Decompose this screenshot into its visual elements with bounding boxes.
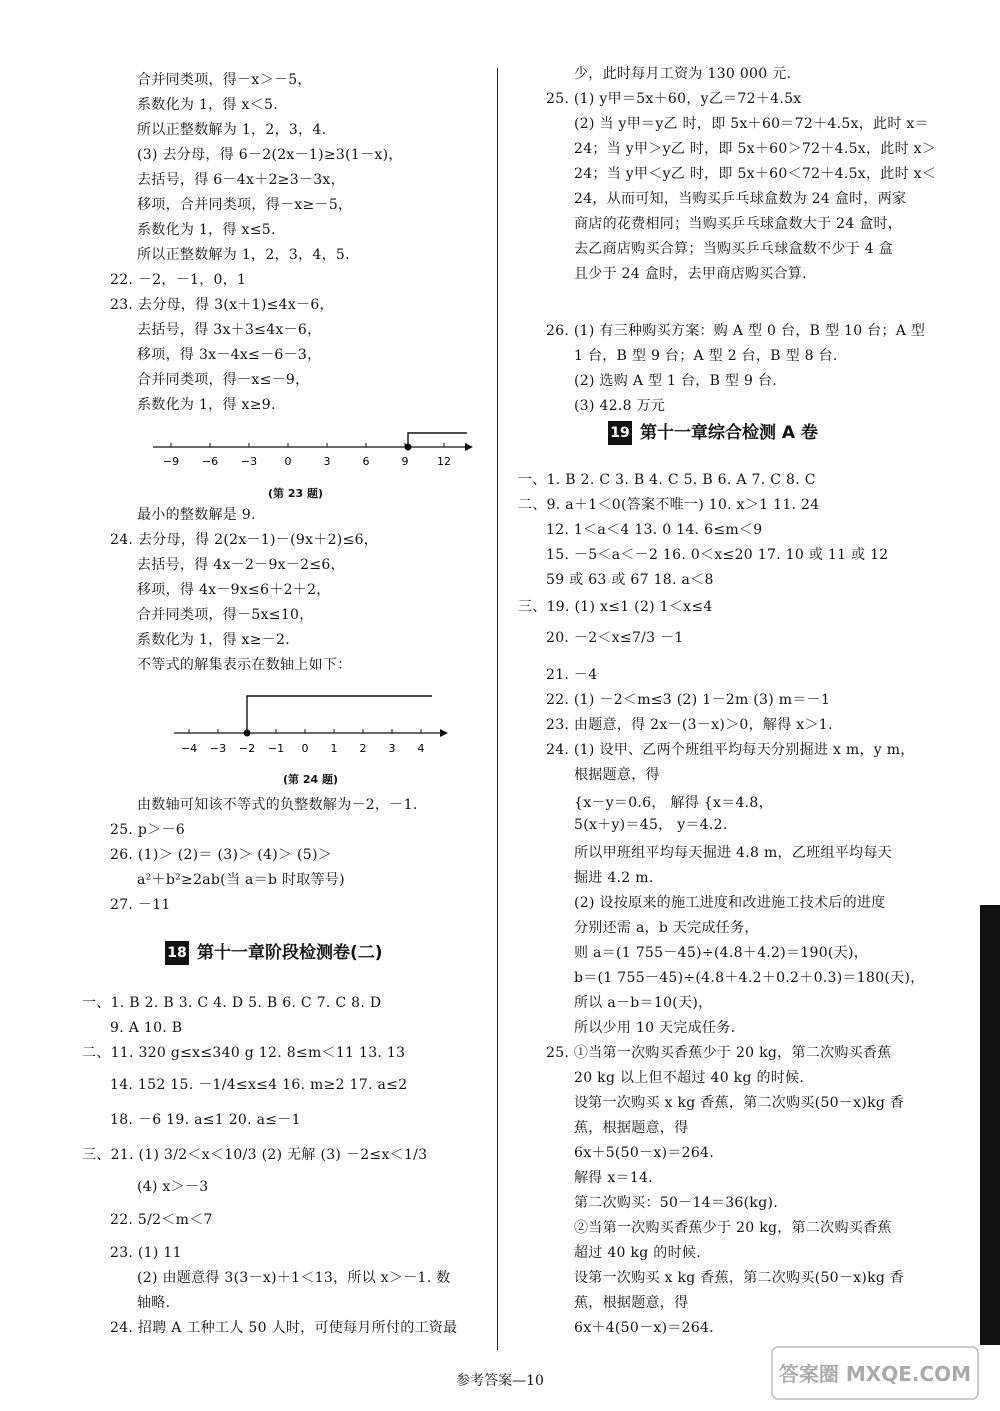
text-line: 合并同类项，得－x＞－5， (137, 72, 312, 88)
answer-line: 分别还需 a，b 天完成任务， (574, 920, 759, 936)
answer-23: 23. 去分母，得 3(x＋1)≤4x－6， (110, 297, 334, 313)
text-line: (2) 当 y甲＝y乙 时，即 5x＋60＝72＋4.5x，此时 x＝ (574, 116, 929, 132)
number-line-23 (145, 425, 475, 473)
answer-25: 25. (1) y甲＝5x＋60，y乙＝72＋4.5x (546, 91, 802, 107)
answer-line: 59 或 63 或 67 18. a＜8 (546, 572, 714, 588)
answer-line: 轴略. (137, 1295, 171, 1311)
answer-line: ②当第一次购买香蕉少于 20 kg，第二次购买香蕉 (574, 1220, 892, 1236)
answer-line: b＝(1 755－45)÷(4.8＋4.2＋0.2＋0.3)＝180(天)， (574, 970, 925, 986)
text-line: 商店的花费相同；当购买乒乓球盒数大于 24 盒时， (574, 216, 903, 232)
section-title-18 (165, 940, 383, 966)
answer-line: (2) 设按原来的施工进度和改进施工技术后的进度 (574, 895, 886, 911)
text-line: (2) 选购 A 型 1 台，B 型 9 台. (574, 373, 777, 389)
answer-line: 所以 a－b＝10(天)， (574, 995, 713, 1011)
text-line: 移项，得 4x－9x≤6＋2＋2， (137, 582, 331, 598)
answer-27: 27. －11 (110, 897, 171, 913)
answer-line: (2) 由题意得 3(3－x)＋1＜13，所以 x＞－1. 数 (137, 1270, 451, 1286)
answer-line: 超过 40 kg 的时候. (574, 1245, 701, 1261)
answer-line: 18. －6 19. a≤1 20. a≤－1 (110, 1112, 301, 1128)
tick-label: 6 (362, 455, 370, 468)
answer-line: 所以甲班组平均每天掘进 4.8 m，乙班组平均每天 (574, 845, 892, 861)
figure-caption-23: (第 23 题) (268, 487, 324, 500)
section-heading: 第十一章综合检测 A 卷 (640, 423, 818, 443)
text-line: (3) 去分母，得 6－2(2x－1)≥3(1－x)， (137, 147, 403, 163)
answer-line: 6x＋4(50－x)＝264. (574, 1320, 715, 1336)
tick-label: 12 (437, 455, 451, 468)
text-line: a²＋b²≥2ab(当 a＝b 时取等号) (137, 872, 345, 888)
tick-label: −1 (267, 742, 285, 755)
text-line: 系数化为 1，得 x≥9. (137, 397, 276, 413)
text-line: 合并同类项，得－x≤－9， (137, 372, 310, 388)
side-tab-marker (980, 905, 1000, 1345)
answer-line: 25. ①当第一次购买香蕉少于 20 kg，第二次购买香蕉 (546, 1045, 892, 1061)
answer-line: 二、9. a＋1＜0(答案不唯一) 10. x＞1 11. 24 (518, 497, 820, 513)
section-title-19 (608, 420, 818, 446)
answer-22: 22. －2，－1，0，1 (110, 272, 247, 288)
section-badge: 19 (608, 421, 632, 445)
answer-line: 掘进 4.2 m. (574, 870, 654, 886)
answer-line: 解得 x＝14. (574, 1170, 654, 1186)
answer-line: 设第一次购买 x kg 香蕉，第二次购买(50－x)kg 香 (574, 1095, 905, 1111)
text-line: 系数化为 1，得 x≥－2. (137, 632, 290, 648)
tick-label: 2 (359, 742, 367, 755)
tick-label: 4 (417, 742, 425, 755)
text-line: 合并同类项，得－5x≤10， (137, 607, 314, 623)
text-line: 最小的整数解是 9. (137, 507, 256, 523)
text-line: 去括号，得 4x－2－9x－2≤6， (137, 557, 345, 573)
text-line: 24，从而可知，当购买乒乓球盒数为 24 盒时，两家 (574, 191, 907, 207)
answer-line: 则 a＝(1 755－45)÷(4.8＋4.2)＝190(天)， (574, 945, 869, 961)
answer-line: 21. －4 (546, 667, 598, 683)
answer-line: 12. 1＜a＜4 13. 0 14. 6≤m＜9 (546, 522, 763, 538)
tick-label: −3 (240, 455, 258, 468)
answer-line: 22. (1) －2＜m≤3 (2) 1－2m (3) m＝－1 (546, 692, 831, 708)
tick-label: 0 (284, 455, 292, 468)
section-heading: 第十一章阶段检测卷(二) (197, 943, 383, 963)
answer-line: 9. A 10. B (110, 1020, 183, 1036)
figure-caption-24: (第 24 题) (283, 773, 339, 786)
tick-label: 1 (330, 742, 338, 755)
answer-line: 蕉，根据题意，得 (574, 1120, 689, 1136)
answer-26: 26. (1)＞ (2)＝ (3)＞ (4)＞ (5)＞ (110, 847, 333, 863)
answer-line: 24. 招聘 A 工种工人 50 人时，可使每月所付的工资最 (110, 1320, 458, 1336)
column-divider (497, 68, 498, 1350)
answer-line: 二、11. 320 g≤x≤340 g 12. 8≤m＜11 13. 13 (82, 1045, 406, 1061)
text-line: 去乙商店购买合算；当购买乒乓球盒数不少于 4 盒 (574, 241, 894, 257)
answer-line: 20. －2＜x≤7/3 －1 (546, 630, 684, 646)
text-line: 且少于 24 盒时，去甲商店购买合算. (574, 266, 807, 282)
answer-line: 24. (1) 设甲、乙两个班组平均每天分别掘进 x m，y m， (546, 742, 915, 758)
equation-system: 5(x＋y)＝45， y＝4.2. (574, 817, 728, 833)
text-line: 由数轴可知该不等式的负整数解为－2，－1. (137, 797, 418, 813)
answer-line: 23. (1) 11 (110, 1245, 182, 1261)
answer-line: 蕉，根据题意，得 (574, 1295, 689, 1311)
answer-line: 14. 152 15. －1/4≤x≤4 16. m≥2 17. a≤2 (110, 1077, 408, 1093)
text-line: 移项，得 3x－4x≤－6－3， (137, 347, 322, 363)
answer-line: 所以少用 10 天完成任务. (574, 1020, 736, 1036)
answer-line: 15. －5＜a＜－2 16. 0＜x≤20 17. 10 或 11 或 12 (546, 547, 889, 563)
tick-label: 0 (301, 742, 309, 755)
tick-label: −9 (162, 455, 180, 468)
answer-line: 6x＋5(50－x)＝264. (574, 1145, 715, 1161)
text-line: 不等式的解集表示在数轴上如下： (137, 657, 352, 673)
tick-label: −4 (180, 742, 198, 755)
tick-label: −3 (209, 742, 227, 755)
answer-26: 26. (1) 有三种购买方案：购 A 型 0 台，B 型 10 台；A 型 (546, 323, 926, 339)
text-line: 24；当 y甲＜y乙 时，即 5x＋60＜72＋4.5x，此时 x＜ (574, 166, 937, 182)
svg-text:答案圈 MXQE.COM: 答案圈 MXQE.COM (778, 1362, 972, 1386)
watermark-logo (770, 1343, 980, 1403)
answer-line: 第二次购买：50－14＝36(kg). (574, 1195, 778, 1211)
answer-line: 22. 5/2＜m＜7 (110, 1212, 213, 1228)
number-line-24 (170, 688, 455, 758)
text-line: 系数化为 1，得 x≤5. (137, 222, 276, 238)
text-line: 少，此时每月工资为 130 000 元. (574, 66, 792, 82)
tick-label: 3 (323, 455, 331, 468)
answer-line: 三、21. (1) 3/2＜x＜10/3 (2) 无解 (3) －2≤x＜1/3 (82, 1147, 428, 1163)
answer-line: 一、1. B 2. C 3. B 4. C 5. B 6. A 7. C 8. C (518, 472, 816, 488)
tick-label: 3 (388, 742, 396, 755)
text-line: 所以正整数解为 1，2，3，4，5. (137, 247, 350, 263)
text-line: 24；当 y甲＞y乙 时，即 5x＋60＞72＋4.5x，此时 x＞ (574, 141, 937, 157)
page-footer: 参考答案—10 (456, 1373, 544, 1389)
answer-line: 根据题意，得 (574, 767, 660, 783)
answer-25: 25. p＞－6 (110, 822, 185, 838)
text-line: (3) 42.8 万元 (574, 398, 666, 414)
text-line: 1 台，B 型 9 台；A 型 2 台，B 型 8 台. (574, 348, 838, 364)
answer-line: 设第一次购买 x kg 香蕉，第二次购买(50－x)kg 香 (574, 1270, 905, 1286)
text-line: 去括号，得 6－4x＋2≥3－3x， (137, 172, 345, 188)
answer-line: 20 kg 以上但不超过 40 kg 的时候. (574, 1070, 805, 1086)
answer-24: 24. 去分母，得 2(2x－1)－(9x＋2)≤6， (110, 532, 379, 548)
text-line: 去括号，得 3x＋3≤4x－6， (137, 322, 322, 338)
answer-line: (4) x＞－3 (137, 1179, 209, 1195)
answer-line: 23. 由题意，得 2x－(3－x)＞0，解得 x＞1. (546, 717, 833, 733)
equation-system: {x－y＝0.6， 解得 {x＝4.8， (574, 795, 773, 811)
tick-label: −6 (201, 455, 219, 468)
section-badge: 18 (165, 941, 189, 965)
text-line: 系数化为 1，得 x＜5. (137, 97, 278, 113)
tick-label: −2 (238, 742, 256, 755)
answer-line: 一、1. B 2. B 3. C 4. D 5. B 6. C 7. C 8. D (82, 995, 382, 1011)
answer-line: 三、19. (1) x≤1 (2) 1＜x≤4 (518, 599, 713, 615)
text-line: 移项，合并同类项，得－x≥－5， (137, 197, 353, 213)
text-line: 所以正整数解为 1，2，3，4. (137, 122, 327, 138)
tick-label: 9 (401, 455, 409, 468)
